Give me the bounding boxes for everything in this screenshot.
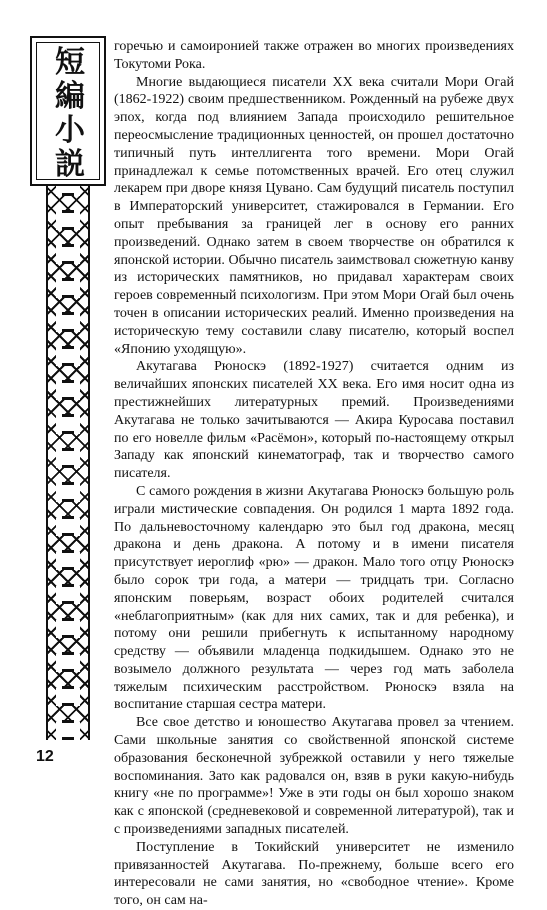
title-char: 編 bbox=[55, 79, 85, 114]
sidebar-title-box bbox=[30, 36, 106, 186]
ornamental-border bbox=[46, 186, 90, 740]
title-char: 説 bbox=[55, 147, 85, 182]
body-text bbox=[114, 38, 514, 910]
sidebar-decoration bbox=[30, 36, 106, 740]
page-number: 12 bbox=[36, 748, 54, 765]
paragraph: Акутагава Рюноскэ (1892-1927) считается одним из величайших японских писателей XX века. Его имя носит одна из престижнейших литературных премий. Произведениями Акутагава не только зачитываются — Акира Куросава поставил по его новелле фильм «Расёмон», который по-настоящему открыл Западу как японский кинематограф, так и творчество самого писателя. bbox=[114, 359, 514, 482]
paragraph: горечью и самоиронией также отражен во многих произведениях Токутоми Рока. bbox=[114, 39, 514, 72]
sidebar-title bbox=[32, 46, 108, 182]
title-char: 短 bbox=[55, 45, 85, 80]
paragraph: Поступление в Токийский университет не изменило привязанностей Акутагава. По-прежнему, больше всего его интересовали не сами занятия, но «свободное чтение». Кроме того, он сам на- bbox=[114, 839, 514, 909]
paragraph: Многие выдающиеся писатели XX века считали Мори Огай (1862-1922) своим предшественником. Рожденный на рубеже двух эпох, когда под влиянием Запада происходило решительное переосмысление традиционных ценностей, он прошел достаточно типичный путь интеллигента того времени. Мори Огай принадлежал к семье потомственных врачей. Его отец служил лекарем при дворе князя Цувано. Сам будущий писатель поступил в Императорский университет, стажировался в Германии. Его опыт пребывания за границей лег в основу его ранних произведений. Однако затем в своем творчестве он обратился к японской истории. Обычно писатель заимствовал сюжетную канву из исторических памятников, но придавал характерам своих героев современный психологизм. При этом Мори Огай был очень точен в описании исторических реалий. Именно произведения на историческую тему составили славу писателю, который воспел «Японию уходящую». bbox=[114, 74, 514, 357]
paragraph: С самого рождения в жизни Акутагава Рюноскэ большую роль играли мистические совпадения. Он родился 1 марта 1892 года. По дальневосточному календарю это был год дракона, месяц дракона и день дракона. А потому и в имени писателя присутствует иероглиф «рю» — дракон. Мало того отцу Рюноскэ было сорок три года, а матери — тридцать три. Согласно японским поверьям, возраст обоих родителей считался «неблагоприятным» (как для них самих, так и для ребенка), и потому они решили прибегнуть к испытанному народному средству — объявили младенца подкидышем. Однако это не возымело должного результата — через год мать заболела тяжелым психическим расстройством. Рюноскэ взяла на воспитание старшая сестра матери. bbox=[114, 483, 514, 713]
title-char: 小 bbox=[55, 113, 85, 148]
paragraph: Все свое детство и юношество Акутагава провел за чтением. Сами школьные занятия со свойственной японской системе образования бесконечной зубрежкой оставили у него тяжелые воспоминания. Зато как радовался он, взяв в руки какую-нибудь книгу «не по программе»! Уже в эти годы он был хорошо знаком как с японской (средневековой и современной литературой), так и с произведениями западных писателей. bbox=[114, 715, 514, 838]
